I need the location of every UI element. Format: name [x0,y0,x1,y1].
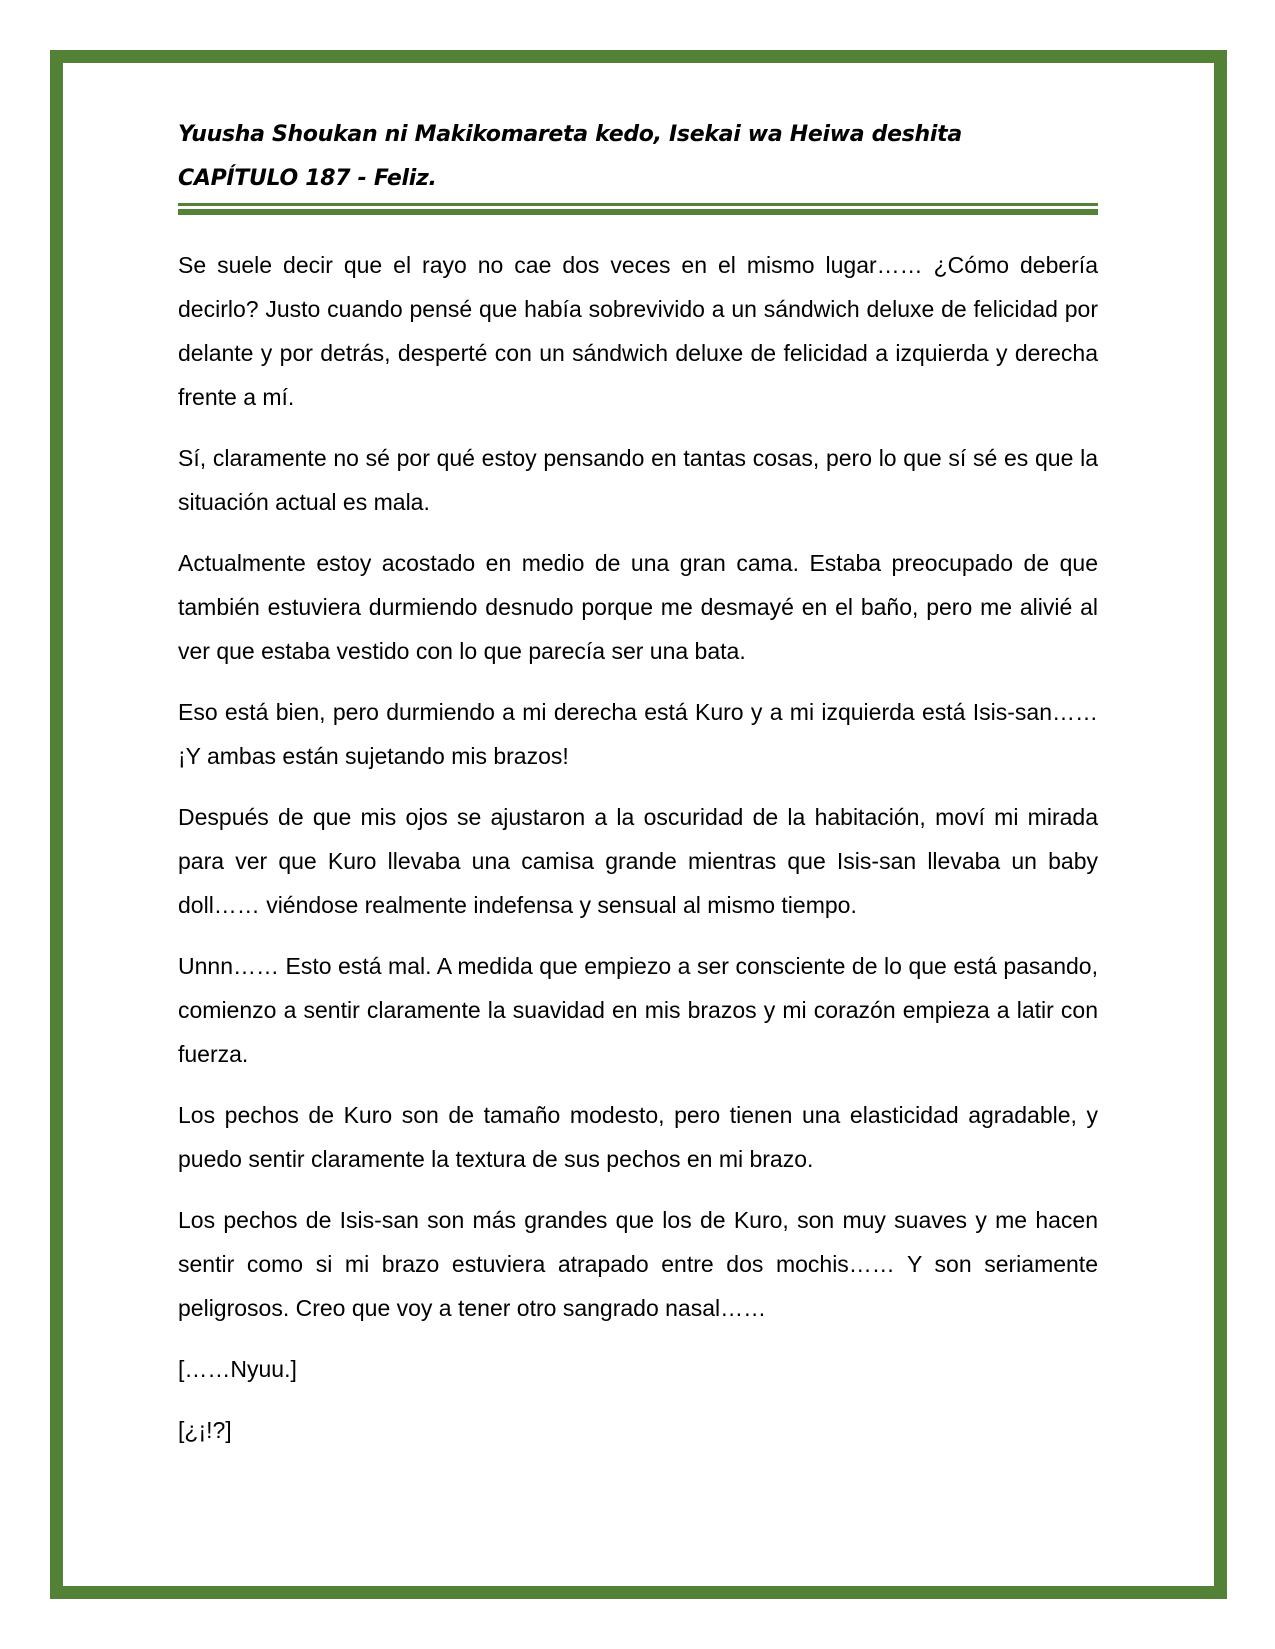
paragraph: Después de que mis ojos se ajustaron a la oscuridad de la habitación, moví mi mirada para ver que Kuro llevaba una camisa grande mientras que Isis-san llevaba un baby doll…… viéndose realmente indefensa y sensual al mismo tiempo. [178,804,1098,918]
paragraph: Actualmente estoy acostado en medio de una gran cama. Estaba preocupado de que también estuviera durmiendo desnudo porque me desmayé en el baño, pero me alivié al ver que estaba vestido con lo que parecía ser una bata. [178,550,1098,664]
series-title: Yuusha Shoukan ni Makikomareta kedo, Isekai wa Heiwa deshita [178,122,962,147]
paragraph: Se suele decir que el rayo no cae dos veces en el mismo lugar…… ¿Cómo debería decirlo? Justo cuando pensé que había sobrevivido a un sándwich deluxe de felicidad por delante y por detrás, desperté con un sándwich deluxe de felicidad a izquierda y derecha frente a mí. [178,252,1098,410]
chapter-body [178,243,1098,1452]
paragraph: Eso está bien, pero durmiendo a mi derecha está Kuro y a mi izquierda está Isis-san…… ¡Y ambas están sujetando mis brazos! [178,699,1098,769]
paragraph: Unnn…… Esto está mal. A medida que empiezo a ser consciente de lo que está pasando, comienzo a sentir claramente la suavidad en mis brazos y mi corazón empieza a latir con fuerza. [178,953,1098,1067]
paragraph: Los pechos de Isis-san son más grandes que los de Kuro, son muy suaves y me hacen sentir como si mi brazo estuviera atrapado entre dos mochis…… Y son seriamente peligrosos. Creo que voy a tener otro sangrado nasal…… [178,1207,1098,1321]
header-rule-thin [178,203,1098,206]
header-rule-thick [178,209,1098,215]
chapter-title: CAPÍTULO 187 - Feliz. [178,166,437,191]
dialogue-line: [……Nyuu.] [178,1356,297,1382]
paragraph: Los pechos de Kuro son de tamaño modesto, pero tienen una elasticidad agradable, y puedo sentir claramente la textura de sus pechos en mi brazo. [178,1102,1098,1172]
document-content [178,113,1098,1469]
dialogue-line: [¿¡!?] [178,1417,232,1443]
paragraph: Sí, claramente no sé por qué estoy pensando en tantas cosas, pero lo que sí sé es que la situación actual es mala. [178,445,1098,515]
